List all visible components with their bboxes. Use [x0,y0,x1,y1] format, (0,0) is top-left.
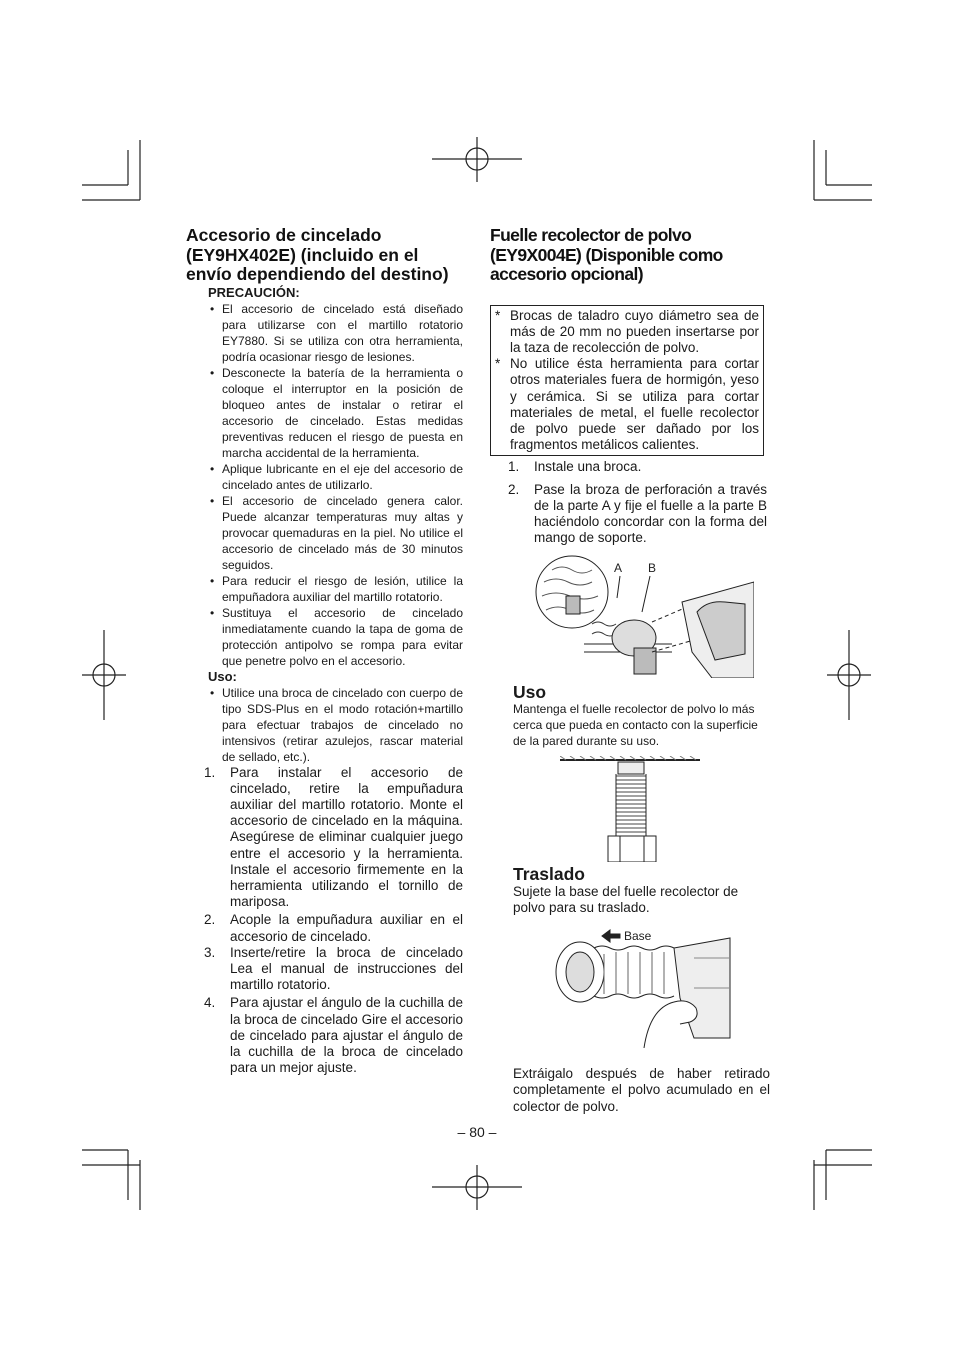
caution-item: • Sustituya el accesorio de cincelado inmediatamente cuando la tapa de goma de protección antipolvo se rompa para evitar que penetre polvo en el accesorio. [208,605,463,669]
dust-bellows-section [490,226,770,1115]
caution-label: PRECAUCIÓN: [208,284,300,300]
bellows-attachment-illustration [522,552,754,678]
traslado-text: Sujete la base del fuelle recolector de polvo para su traslado. [513,883,739,915]
warning-item: * Brocas de taladro cuyo diámetro sea de más de 20 mm no pueden insertarse por la taza de recolección de polvo. [495,307,759,355]
caution-list [208,301,466,669]
section-title [490,226,770,285]
steps-list [186,765,466,1077]
uso-title: Uso [513,682,547,703]
step-item: 4. Para ajustar el ángulo de la cuchilla de la broca de cincelado Gire el accesorio de cincelado para ajustar el ángulo de la cuchilla de la broca de cincelado para un mejor ajuste. [204,995,463,1076]
label-base: Base [624,929,652,944]
caution-item: • El accesorio de cincelado genera calor. Puede alcanzar temperaturas muy altas y provocar quemaduras en la piel. No utilice el accesorio de cincelado más de 30 minutos seguidos. [208,493,463,573]
step-item: 1. Instale una broca. [508,459,642,475]
use-label: Uso: [208,668,237,684]
use-item: • Utilice una broca de cincelado con cuerpo de tipo SDS-Plus en el modo rotación+martillo para efectuar trabajos de cincelado no intensivos (retirar azulejos, rascar material de sellado, etc.). [208,685,463,765]
warning-item: * No utilice ésta herramienta para cortar otros materiales fuera de hormigón, yeso y cerámica. Si se utiliza para cortar materiales de metal, el fuelle recolector de polvo puede ser dañado por los fragmentos metálicos calientes. [495,356,759,453]
step-item: 2. Pase la broza de perforación a través de la parte A y fije el fuelle a la parte B haciéndolo concordar con la forma del mango de soporte. [508,481,767,546]
page-number: – 80 – [457,1124,497,1140]
bellows-carry-illustration [554,928,754,1048]
warning-box [490,305,764,457]
title-line: (EY9HX402E) (incluido en el [186,244,419,265]
step-item: 2. Acople la empuñadura auxiliar en el accesorio de cincelado. [204,912,463,944]
label-a: A [614,561,623,576]
caution-item: • Aplique lubricante en el eje del accesorio de cincelado antes de utilizarlo. [208,461,463,493]
title-line: Accesorio de cincelado [186,225,382,245]
use-list [208,685,466,765]
section-title [186,226,466,285]
steps-list [490,459,770,546]
caution-item: • Desconecte la batería de la herramienta o coloque el interruptor en la posición de bloqueo antes de instalar o retirar el accesorio de cincelado. Estas medidas preventivas reducen el riesgo de puesta en marcha accidental de la herramienta. [208,365,463,461]
chisel-section [186,226,466,1076]
title-line: (EY9X004E) (Disponible como [490,244,723,265]
final-text: Extráigalo después de haber retirado completamente el polvo acumulado en el colector de polvo. [513,1066,770,1114]
uso-text: Mantenga el fuelle recolector de polvo lo más cerca que pueda en contacto con la superficie de la pared durante su uso. [513,702,758,748]
caution-item: • Para reducir el riesgo de lesión, utilice la empuñadora auxiliar del martillo rotatorio. [208,573,463,605]
step-item: 3. Inserte/retire la broca de cincelado Lea el manual de instrucciones del martillo rotatorio. [204,944,463,993]
caution-item: • El accesorio de cincelado está diseñado para utilizarse con el martillo rotatorio EY7880. Si se utiliza con otra herramienta, podría ocasionar riesgo de lesiones. [208,301,463,365]
traslado-title: Traslado [513,863,585,884]
title-line: Fuelle recolector de polvo [490,225,692,245]
bellows-wall-illustration [560,756,700,862]
label-b: B [648,561,657,576]
title-line: accesorio opcional) [490,264,643,284]
step-item: 1. Para instalar el accesorio de cincelado, retire la empuñadura auxiliar del martillo rotatorio. Monte el accesorio de cincelado en la máquina. Asegúrese de eliminar cualquier juego entre el accesorio y la herramienta. Instale el accesorio firmemente en la herramienta utilizando el tornillo de mariposa. [204,764,463,910]
title-line: envío dependiendo del destino) [186,264,449,284]
